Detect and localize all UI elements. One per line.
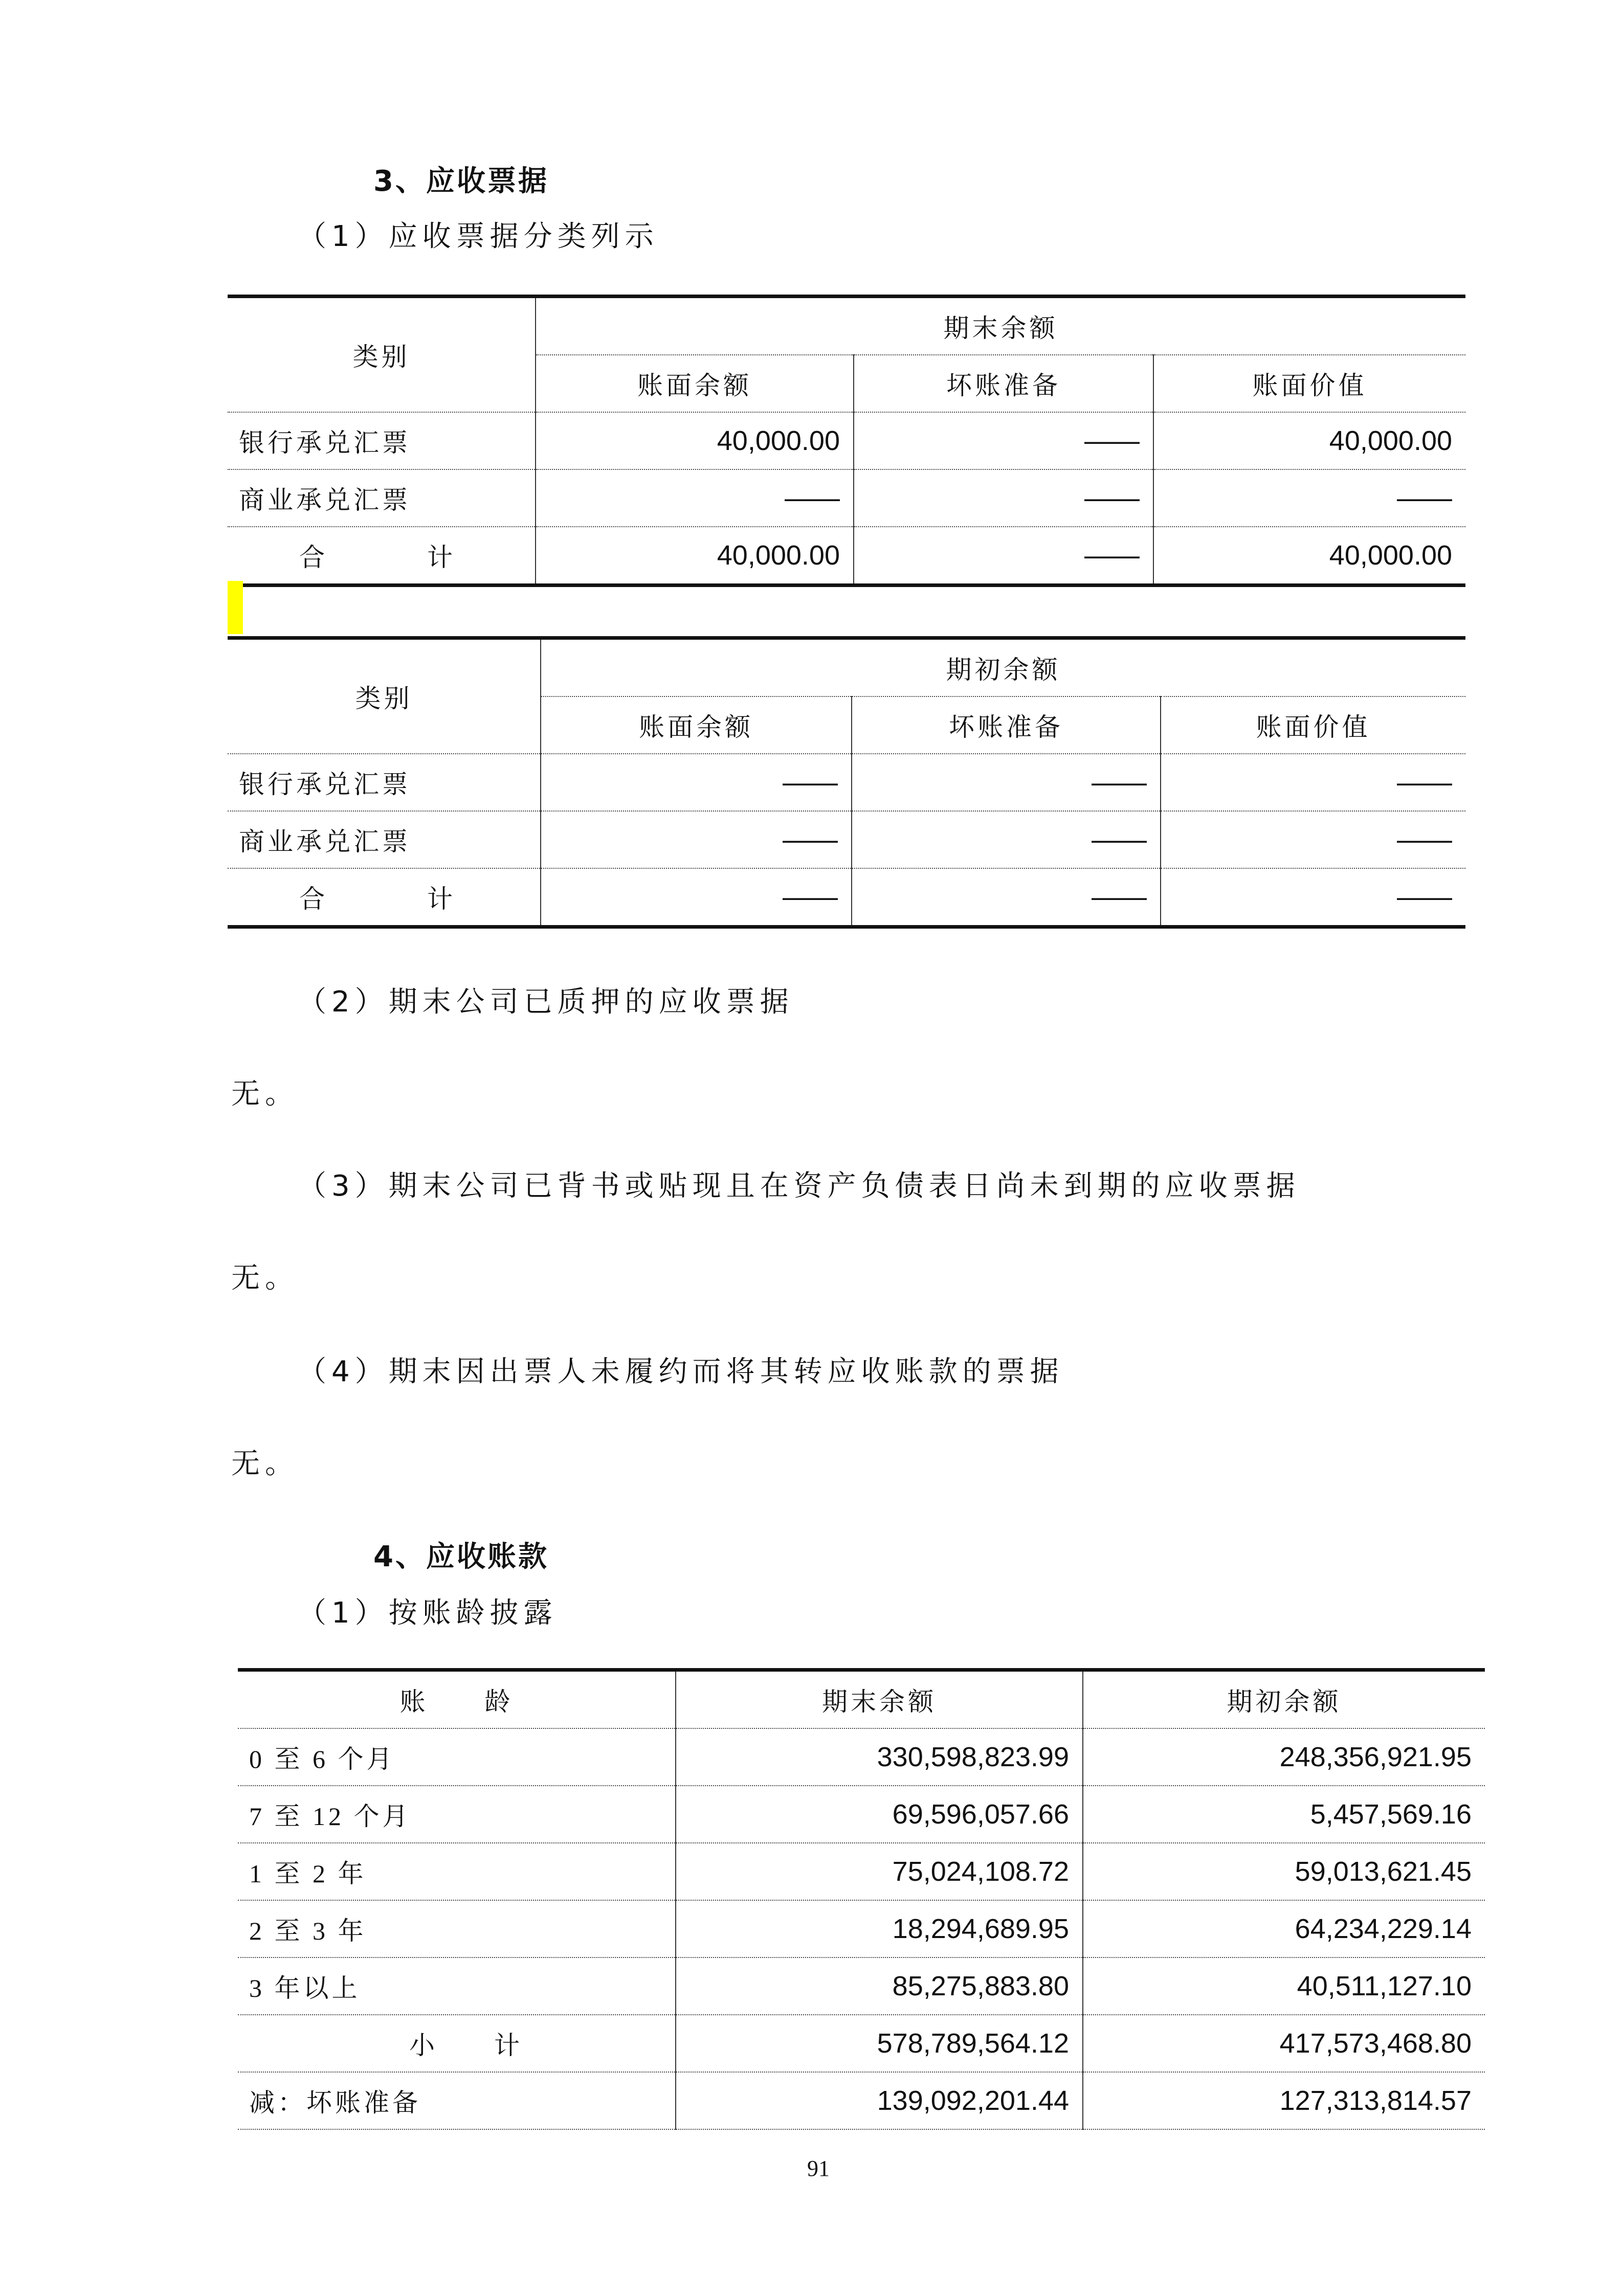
table-row	[228, 754, 1465, 811]
cell: 69,596,057.66	[676, 1786, 1083, 1843]
col-book-balance: 账面余额	[541, 696, 852, 754]
cell: 18,294,689.95	[676, 1900, 1083, 1957]
cell: 578,789,564.12	[676, 2015, 1083, 2072]
cell: 40,000.00	[536, 527, 854, 586]
cell: 248,356,921.95	[1083, 1728, 1485, 1786]
col-book-value: 账面价值	[1161, 696, 1465, 754]
page-number: 91	[807, 2156, 830, 2181]
table-row	[228, 412, 1465, 469]
notes-receivable-begin-table	[228, 636, 1465, 929]
col-book-value: 账面价值	[1153, 355, 1465, 412]
subtotal-label: 小 计	[238, 2015, 676, 2072]
row-label: 商业承兑汇票	[228, 811, 541, 868]
table-row	[228, 469, 1465, 527]
col-bad-debt: 坏账准备	[852, 696, 1161, 754]
accounts-receivable-aging-table	[238, 1668, 1485, 2130]
col-bad-debt: 坏账准备	[854, 355, 1153, 412]
total-row	[228, 868, 1465, 927]
cell: 139,092,201.44	[676, 2072, 1083, 2129]
table-row	[238, 1786, 1485, 1843]
row-label: 减：坏账准备	[238, 2072, 676, 2129]
table-row	[238, 1843, 1485, 1900]
total-label: 合 计	[228, 527, 536, 586]
cell: 5,457,569.16	[1083, 1786, 1485, 1843]
row-label: 银行承兑汇票	[228, 754, 541, 811]
cell: ——	[852, 754, 1161, 811]
cell: ——	[1161, 754, 1465, 811]
header-begin-balance: 期初余额	[1083, 1670, 1485, 1729]
cell: 59,013,621.45	[1083, 1843, 1485, 1900]
cell: ——	[536, 469, 854, 527]
table-row	[238, 1900, 1485, 1957]
total-row	[228, 527, 1465, 586]
subtotal-row	[238, 2015, 1485, 2072]
row-label: 商业承兑汇票	[228, 469, 536, 527]
section-3-sub4: （4）期末因出票人未履约而将其转应收账款的票据	[298, 1355, 1064, 1388]
row-label: 2 至 3 年	[238, 1900, 676, 1957]
section-4-sub1: （1）按账龄披露	[298, 1596, 558, 1630]
table-row	[238, 1728, 1485, 1786]
cell: ——	[854, 469, 1153, 527]
cell: ——	[1161, 868, 1465, 927]
header-age: 账 龄	[238, 1670, 676, 1729]
cell: ——	[1153, 469, 1465, 527]
header-end-balance: 期末余额	[676, 1670, 1083, 1729]
row-label: 1 至 2 年	[238, 1843, 676, 1900]
table-row	[238, 1957, 1485, 2015]
cell: ——	[541, 868, 852, 927]
section-3-sub1: （1）应收票据分类列示	[298, 220, 659, 253]
cell: 417,573,468.80	[1083, 2015, 1485, 2072]
cell: 75,024,108.72	[676, 1843, 1083, 1900]
cell: 85,275,883.80	[676, 1957, 1083, 2015]
cell: ——	[854, 412, 1153, 469]
section-3-title: 3、应收票据	[373, 165, 549, 198]
cell: ——	[852, 811, 1161, 868]
less-row	[238, 2072, 1485, 2129]
row-label: 银行承兑汇票	[228, 412, 536, 469]
cell: 127,313,814.57	[1083, 2072, 1485, 2129]
row-label: 0 至 6 个月	[238, 1728, 676, 1786]
cell: ——	[854, 527, 1153, 586]
notes-receivable-end-table	[228, 295, 1465, 587]
answer-4: 无。	[231, 1447, 299, 1480]
cell: 40,000.00	[536, 412, 854, 469]
group-header-begin: 期初余额	[541, 638, 1465, 697]
table-row	[228, 811, 1465, 868]
category-header: 类别	[228, 638, 541, 754]
section-3-sub3: （3）期末公司已背书或贴现且在资产负债表日尚未到期的应收票据	[298, 1169, 1300, 1203]
cell: ——	[1161, 811, 1465, 868]
row-label: 3 年以上	[238, 1957, 676, 2015]
section-3-sub2: （2）期末公司已质押的应收票据	[298, 985, 794, 1019]
answer-2: 无。	[231, 1077, 299, 1111]
cell: ——	[541, 754, 852, 811]
answer-3: 无。	[231, 1262, 299, 1295]
group-header-end: 期末余额	[536, 297, 1465, 355]
category-header: 类别	[228, 297, 536, 413]
row-label: 7 至 12 个月	[238, 1786, 676, 1843]
cell: ——	[541, 811, 852, 868]
cell: 330,598,823.99	[676, 1728, 1083, 1786]
total-label: 合 计	[228, 868, 541, 927]
highlight-marker	[228, 581, 243, 634]
col-book-balance: 账面余额	[536, 355, 854, 412]
section-4-title: 4、应收账款	[373, 1540, 549, 1573]
cell: ——	[852, 868, 1161, 927]
cell: 40,000.00	[1153, 527, 1465, 586]
cell: 64,234,229.14	[1083, 1900, 1485, 1957]
cell: 40,511,127.10	[1083, 1957, 1485, 2015]
cell: 40,000.00	[1153, 412, 1465, 469]
